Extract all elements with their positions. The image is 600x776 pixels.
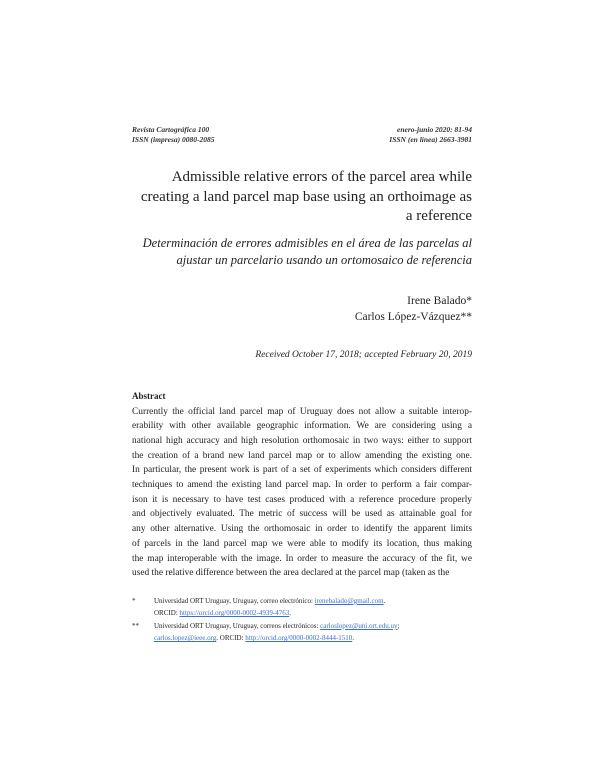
page-column (132, 125, 472, 645)
orcid-link[interactable]: http://orcid.org/0000-0002-8444-1510 (245, 634, 353, 643)
abstract-line: In particular, the present work is part of a set of experiments which considers different (132, 465, 472, 476)
abstract-line: the map interoperable with the image. In order to measure the accuracy of the fit, we (132, 553, 472, 564)
abstract-line: and objectively evaluated. The metric of success will be used as attainable goal for (132, 509, 472, 520)
abstract-heading: Abstract (132, 390, 166, 401)
email-link[interactable]: carloslopez@uni.ort.edu.uy (320, 621, 398, 630)
date-pages: enero-junio 2020: 81-94 (397, 125, 472, 134)
journal-name: Revista Cartográfica 100 (132, 125, 210, 134)
footnote: * Universidad ORT Uruguay, Uruguay, correo electrónico: irenebalado@gmail.com. ORCID: https://orcid.org/0000-0002-4939-4763. (132, 595, 472, 620)
email-link[interactable]: carlos.lopez@ieee.org (154, 634, 217, 643)
abstract-line: national high accuracy and high resolution orthomosaic in two ways: either to support (132, 435, 472, 446)
abstract-line: used the relative difference between the area declared at the parcel map (taken as the (132, 568, 450, 579)
orcid-label: ORCID: (154, 609, 180, 618)
footnote-mark: * (132, 596, 136, 605)
author: Irene Balado* (407, 294, 472, 307)
email-link[interactable]: irenebalado@gmail.com (314, 596, 384, 605)
orcid-link[interactable]: https://orcid.org/0000-0002-4939-4763 (179, 609, 290, 618)
journal-header (132, 125, 472, 145)
abstract-line: ison it is necessary to have test cases produced with a reference procedure properly (132, 494, 472, 505)
received-date: Received October 17, 2018; accepted February 20, 2019 (255, 349, 472, 360)
journal-header-left (132, 125, 215, 145)
footnote-text: Universidad ORT Uruguay, Uruguay, correo electrónico: (154, 596, 315, 605)
orcid-label: . ORCID: (216, 634, 246, 643)
issn-print: ISSN (impresa) 0080-2085 (132, 135, 215, 144)
abstract-line: erability with other available geographic information. We are considering using a (132, 421, 472, 432)
journal-header-right (389, 125, 472, 145)
authors (132, 293, 472, 325)
abstract-line: any other alternative. Using the orthomosaic in order to identify the apparent limits (132, 524, 472, 535)
paper-title: Admissible relative errors of the parcel area while creating a land parcel map base using an orthoimage as a reference (140, 169, 472, 224)
abstract-line: of parcels in the land parcel map we were able to modify its location, thus making (132, 538, 472, 549)
footnote-mark: ** (132, 621, 139, 630)
issn-online: ISSN (en línea) 2663-3981 (389, 135, 472, 144)
footnote: ** Universidad ORT Uruguay, Uruguay, correos electrónicos: carloslopez@uni.ort.edu.uy; carlos.lopez@ieee.org. ORCID: http://orcid.org/0000-0002-8444-1510. (132, 620, 472, 645)
abstract-line: the creation of a brand new land parcel map or to allow amending the existing one. (132, 450, 472, 461)
abstract-body (132, 405, 472, 581)
footnote-text: Universidad ORT Uruguay, Uruguay, correos electrónicos: (154, 621, 321, 630)
abstract-line: techniques to amend the existing land parcel map. In order to perform a fair compar- (132, 480, 472, 491)
paper-subtitle: Determinación de errores admisibles en el área de las parcelas al ajustar un parcelario usando un ortomosaico de referencia (142, 235, 472, 267)
author: Carlos López-Vázquez** (354, 310, 472, 323)
abstract-line: Currently the official land parcel map of Uruguay does not allow a suitable interop- (132, 406, 472, 417)
footnotes (132, 595, 472, 645)
